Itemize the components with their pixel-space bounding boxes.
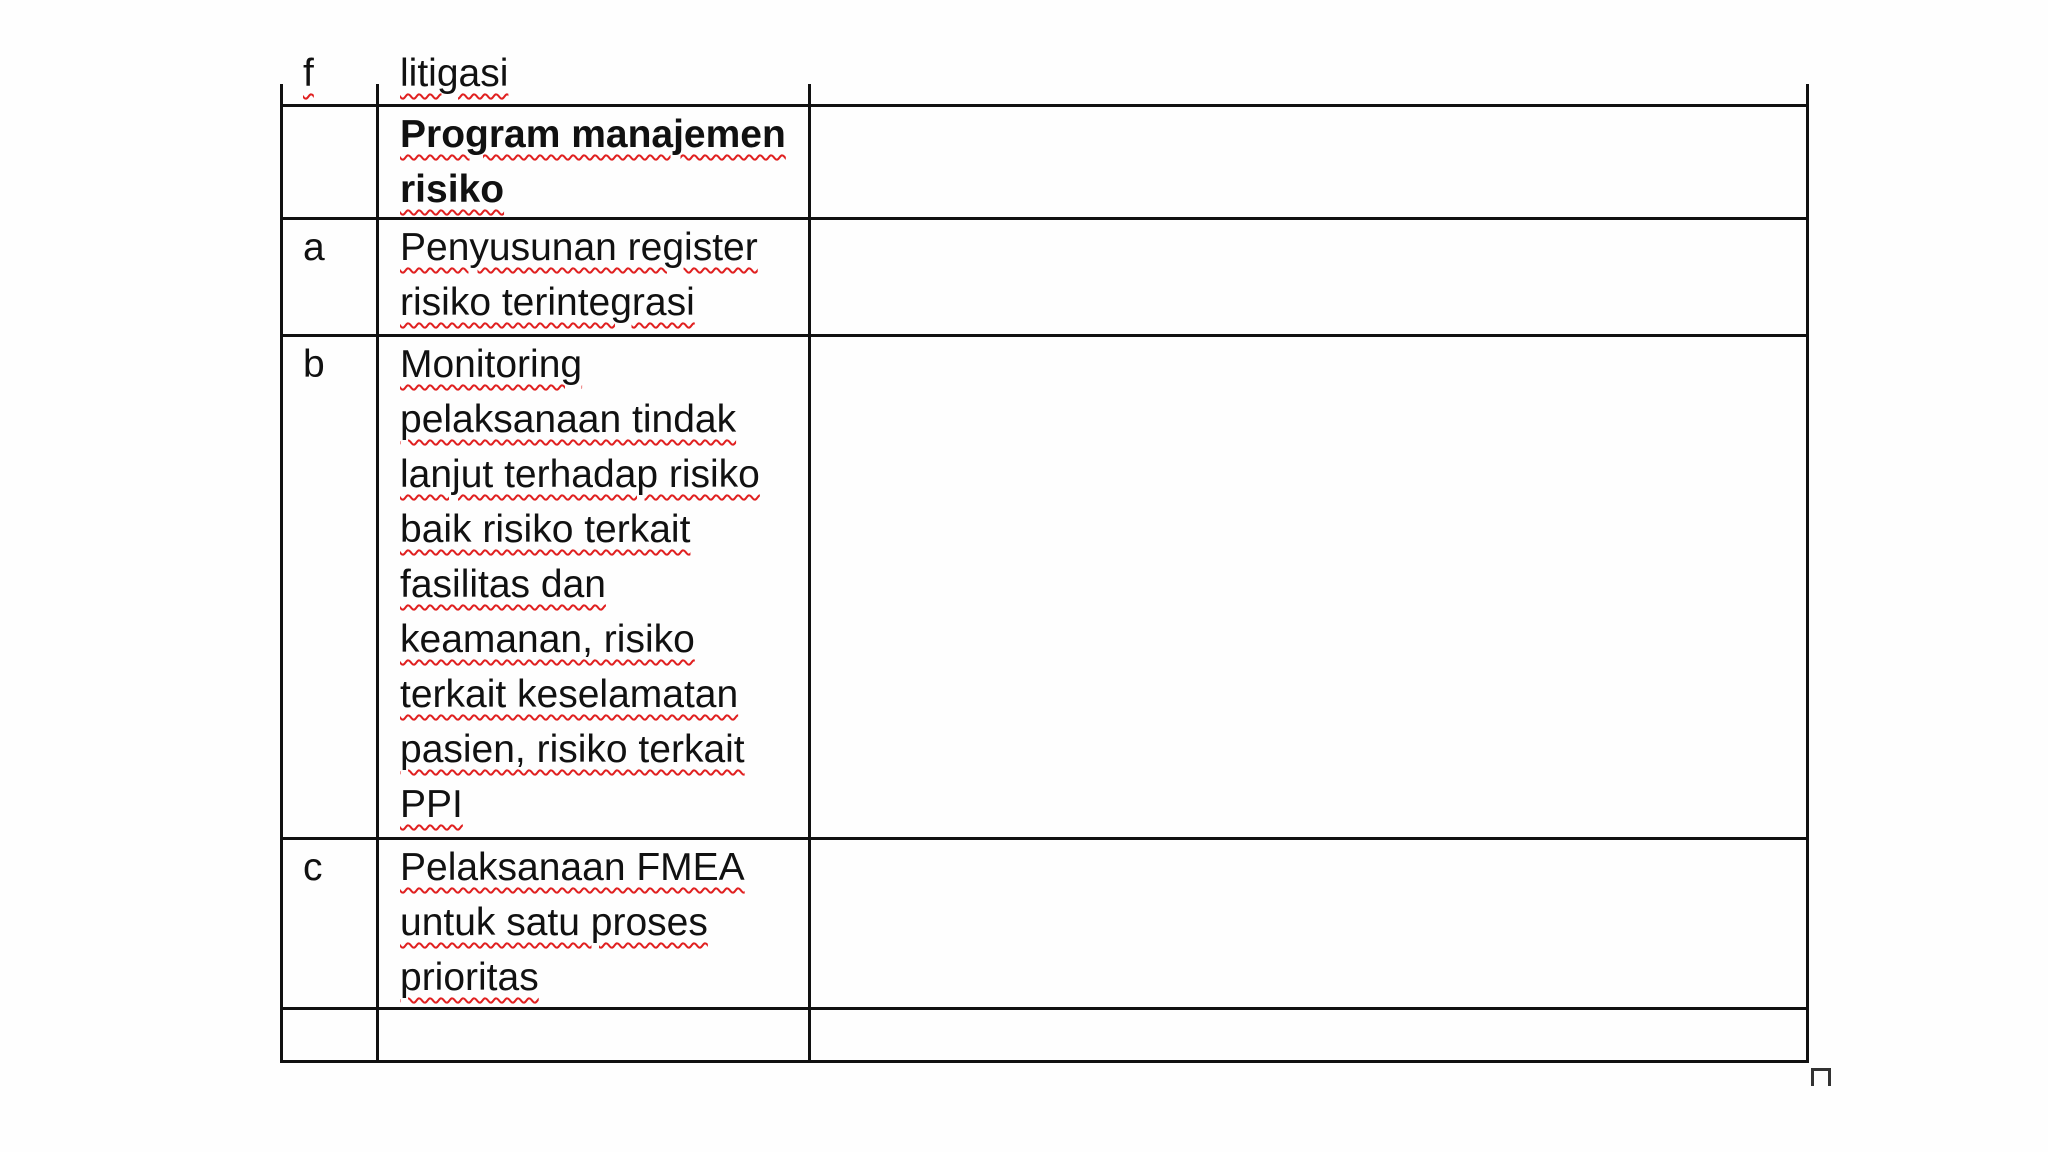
row-item-text: Monitoring pelaksanaan tindak lanjut terhadap risiko baik risiko terkait fasilitas dan keamanan, risiko terkait keselamatan pasien, risiko terkait PPI — [400, 343, 760, 826]
row-number: f — [303, 52, 314, 95]
table-row — [282, 839, 1808, 1009]
row-desc-cell[interactable] — [810, 219, 1808, 336]
row-item-text: Pelaksanaan FMEA untuk satu proses prioritas — [400, 846, 745, 999]
row-item-cell[interactable] — [378, 106, 810, 219]
row-number-cell[interactable] — [282, 106, 378, 219]
row-number-cell[interactable] — [282, 336, 378, 839]
row-item-cell[interactable] — [378, 52, 810, 106]
row-number-cell[interactable] — [282, 1009, 378, 1062]
table-row-section-title — [282, 106, 1808, 219]
row-item-text: litigasi — [400, 52, 509, 95]
document-table — [280, 52, 1809, 1063]
table-row-cut — [282, 84, 1808, 106]
row-item-cell[interactable] — [378, 839, 810, 1009]
row-desc-cell[interactable] — [810, 106, 1808, 219]
row-number-cell[interactable] — [282, 839, 378, 1009]
row-number: b — [303, 343, 325, 386]
row-desc-cell[interactable] — [810, 1009, 1808, 1062]
row-item-cell[interactable] — [378, 219, 810, 336]
row-number-cell[interactable] — [282, 52, 378, 106]
table-row — [282, 219, 1808, 336]
table-resize-handle[interactable] — [1811, 1068, 1831, 1086]
table-row — [282, 336, 1808, 839]
row-desc-cell[interactable] — [810, 839, 1808, 1009]
row-number: a — [303, 226, 325, 269]
row-desc-cell[interactable] — [810, 336, 1808, 839]
row-item-text: Penyusunan register risiko terintegrasi — [400, 226, 758, 324]
table-row-empty — [282, 1009, 1808, 1062]
row-desc-cell[interactable] — [810, 84, 1808, 106]
section-title-text: Program manajemen risiko — [400, 113, 786, 211]
row-number-cell[interactable] — [282, 219, 378, 336]
row-number: c — [303, 846, 323, 889]
row-item-cell[interactable] — [378, 1009, 810, 1062]
row-item-cell[interactable] — [378, 336, 810, 839]
